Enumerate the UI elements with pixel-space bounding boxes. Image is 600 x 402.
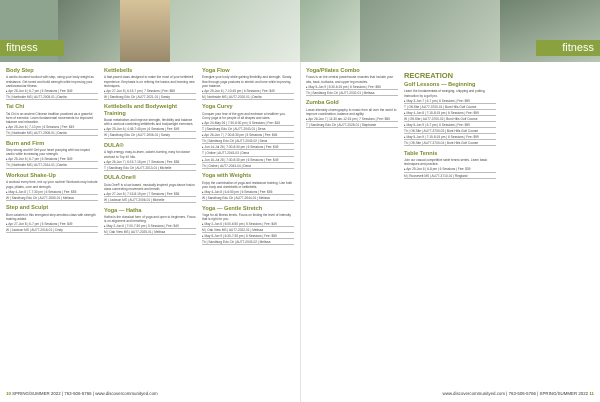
left-header xyxy=(0,0,300,62)
course-listing xyxy=(404,151,496,179)
session-line: M | Oak View MS | AU77-2022-01 | Melissa xyxy=(202,228,294,233)
course-listing xyxy=(104,175,196,203)
column-5 xyxy=(404,68,594,183)
session-line: T | Off-Site | AU77-3700-01 | Bunt Hills Golf Course xyxy=(404,105,496,110)
session-line: ▸ May 4-Jun 8 | 7:15-8:15 pm | 6 Sessions | Fee: $99 xyxy=(404,111,496,116)
right-page xyxy=(300,0,600,402)
right-header xyxy=(300,0,600,62)
course-description: Join our casual competitive table tennis series. Learn basic techniques and practice. xyxy=(404,158,488,167)
section-heading: RECREATION xyxy=(404,71,454,80)
session-line: Th | Sandburg Edu Ctr | AU77-2032-01 | Melissa xyxy=(306,91,398,96)
session-line: T | Sandburg Edu Ctr | AU77-2013-01 | Michelle xyxy=(104,166,196,171)
course-listing xyxy=(6,104,98,136)
session-line: Th | Off-Site | AU77-3700-03 | Bunt Hills Golf Course xyxy=(404,129,496,134)
session-line: ▸ May 5-Jun 9 | 5:30-6:15 pm | 6 Sessions | Fee: $55 xyxy=(306,85,398,90)
column-3 xyxy=(202,68,294,250)
course-listing xyxy=(306,100,398,128)
session-line: ▸ May 5-Jun 9 | 6:30-7:30 pm | 6 Sessions | Fee: $55 xyxy=(202,234,294,239)
session-line: ▸ Apr 27-Jun 8 | 6-7 pm | 5 Sessions | Fee: $49 xyxy=(6,222,98,227)
course-description: A workout every time, mix up your routine! Workouts may include yoga, pilates, core and strength. xyxy=(6,180,98,189)
session-line: ▸ Apr 25-Jun 6 | 6-7 pm | 6 Sessions | Fee: $49 xyxy=(6,157,98,162)
session-line: W | Off-Site | AU77-3700-02 | Bunt Hills Golf Course xyxy=(404,117,496,122)
session-line: Th | Off-Site | AU77-3700-04 | Bunt Hills Golf Course xyxy=(404,141,496,146)
header-photo xyxy=(170,0,300,62)
right-footer: www.discovercommunityed.com | 763-506-5766 | SPRING/SUMMER 2022 11 xyxy=(442,391,594,396)
course-title: Yoga Curvy xyxy=(202,104,233,111)
session-line: Th | Northside MS | AU77-2005-01 | Danita xyxy=(6,131,98,136)
course-title: Burn and Firm xyxy=(6,140,45,147)
header-photo xyxy=(58,0,120,62)
course-description: Tai Chi is an ancient Chinese tradition practiced as a graceful form of exercise. Learn fundamental movements for improved balance and relaxation. xyxy=(6,111,93,124)
course-listing xyxy=(202,104,294,168)
session-line: ▸ Jun 16-Jul 28 | 7:30-8:30 pm | 6 Sessions | Fee: $49 xyxy=(202,158,294,163)
session-line: ▸ May 5-Jun 9 | 6-7 pm | 6 Sessions | Fee: $99 xyxy=(404,123,496,128)
session-line: W | Jackson MS | AU77-2018-01 | Cindy xyxy=(6,228,98,233)
header-photo xyxy=(360,0,500,62)
header-photo xyxy=(300,0,360,62)
section-tag: fitness xyxy=(536,40,600,56)
column-2 xyxy=(104,68,196,240)
session-line: W | Sandburg Edu Ctr | AU77-2050-01 | Melissa xyxy=(6,196,98,201)
session-line: Th | Online | AU77-2043-04 | Dena xyxy=(202,164,294,169)
session-line: ▸ Apr 26-Jun 7 | 11:30 am-12:15 pm | 7 Sessions | Fee: $55 xyxy=(306,117,398,122)
course-title: Zumba Gold xyxy=(306,100,339,107)
session-line: ▸ Apr 27-Jun 8 | 6:15-7 pm | 7 Sessions | Fee: $55 xyxy=(104,89,196,94)
course-description: Hatha is the classical form of yoga and open to beginners. Focus is on alignment and breathing. xyxy=(104,215,196,224)
course-title: DULA.One® xyxy=(104,175,137,182)
course-description: Focus is on the central powerhouse muscles that include your abs, back, buttocks, and upper leg muscles. xyxy=(306,75,394,84)
session-line: M | Roosevelt MS | AU77-3710-01 | Ringland xyxy=(404,174,496,179)
course-title: Step and Sculpt xyxy=(6,205,49,212)
session-line: ▸ Apr 24-May 26 | 7:30-8:30 pm | 5 Sessions | Fee: $45 xyxy=(202,121,294,126)
course-description: Learn the fundamentals of swinging, chipping and putting. Instruction by a golf pro. xyxy=(404,89,486,98)
session-line: T | Sandburg Edu Ctr | AU77-2043-01 | Dena xyxy=(202,127,294,132)
session-line: ▸ May 3-Jun 7 | 6-7 pm | 6 Sessions | Fee: $99 xyxy=(404,99,496,104)
course-title: Body Step xyxy=(6,68,34,74)
session-line: W | Jackson MS | AU77-2006-01 | Michelle xyxy=(104,198,196,203)
course-title: Yoga — Hatha xyxy=(104,207,142,214)
course-title: Kettlebells xyxy=(104,68,133,74)
phone-number: 763-506-5766 xyxy=(64,391,92,396)
course-title: Tai Chi xyxy=(6,104,25,111)
column-4 xyxy=(306,68,398,133)
session-line: ▸ Apr 25-Jun 6 | 7-10 pm | 6 Sessions | Fee: $49 xyxy=(6,125,98,130)
section-tag: fitness xyxy=(0,40,64,56)
page-number: 10 xyxy=(6,391,11,396)
course-description: Lower-intensity choreography to music from all over the world to improve coordination, balance and agility. xyxy=(306,107,397,116)
course-description: Energize your body while gaining flexibility and strength. Slowly flow through yoga postures to stretch and tone while improving your balance. xyxy=(202,75,292,88)
course-description: Conquer your fear of the gym and embrace a healthier you. Curvy yoga is for people of all shapes and sizes. xyxy=(202,111,286,120)
course-listing xyxy=(104,143,196,171)
issue-label: SPRING/SUMMER 2022 xyxy=(12,391,61,396)
phone-number: 763-506-5766 xyxy=(508,391,536,396)
page-number: 11 xyxy=(589,391,594,396)
course-description: Burn calories in this energized step aerobics class with strength training added. xyxy=(6,212,96,221)
session-line: W | Sandburg Edu Ctr | AU77-2006-01 | Sandy xyxy=(104,133,196,138)
course-description: Yoga for all fitness levels. Focus on finding the level of intensity that is right for you. xyxy=(202,212,292,221)
session-line: ▸ Apr 25-Jun 6 | 7-10:45 pm | 6 Sessions | Fee: $49 xyxy=(202,89,294,94)
column-1 xyxy=(6,68,98,238)
website-link[interactable]: www.discovercommunityed.com xyxy=(95,391,158,396)
course-description: Boost metabolism and improve strength, flexibility and balance with a workout combining kettlebells and bodyweight exercises. xyxy=(104,118,194,127)
session-line: Th | Northside MS | AU77-2014-01 | Danita xyxy=(6,163,98,168)
course-listing xyxy=(104,208,196,236)
session-line: W | Sandburg Edu Ctr | AU77-2044-01 | Melissa xyxy=(202,196,294,201)
session-line: ▸ May 2-Jun 6 | 6:00-6:50 pm | 5 Sessions | Fee: $49 xyxy=(202,222,294,227)
session-line: ▸ Apr 25-Jun 6 | 6-8 pm | 6 Sessions | Fee: $39 xyxy=(404,167,496,172)
course-description: A cardio-focused workout with step, using your body weight as resistance. Get toned and build strength while improving your cardiovascular fitness. xyxy=(6,75,94,88)
course-listing xyxy=(6,141,98,169)
course-title: Yoga — Gentle Stretch xyxy=(202,205,263,212)
session-line: ▸ Apr 26-Jun 7 | 6:15-7:15 pm | 7 Sessions | Fee: $55 xyxy=(104,160,196,165)
course-title: Workout Shake-Up xyxy=(6,173,56,180)
course-listing xyxy=(306,68,398,96)
session-line: T | Sandburg Edu Ctr | AU77-2028-01 | Stephanie xyxy=(306,123,398,128)
course-title: Table Tennis xyxy=(404,150,438,157)
session-line: ▸ May 2-Jun 6 | 7:00-7:30 pm | 5 Sessions | Fee: $49 xyxy=(104,224,196,229)
course-listing xyxy=(104,68,196,100)
session-line: ▸ Apr 25-Jun 6 | 4:45-7:45 pm | 6 Sessions | Fee: $49 xyxy=(104,127,196,132)
header-photo xyxy=(120,0,170,62)
course-listing xyxy=(202,173,294,201)
session-line: ▸ May 4-Jun 8 | 6-6:50 pm | 6 Sessions | Fee: $55 xyxy=(202,190,294,195)
course-title: Yoga Flow xyxy=(202,68,230,74)
issue-label: SPRING/SUMMER 2022 xyxy=(539,391,589,396)
session-line: ▸ May 5-Jun 9 | 7:15-8:15 pm | 6 Sessions | Fee: $99 xyxy=(404,135,496,140)
course-title: Golf Lessons — Beginning xyxy=(404,82,476,88)
course-listing xyxy=(104,104,196,138)
course-listing xyxy=(202,206,294,246)
session-line: M | Oak View MS | AU77-2025-01 | Melissa xyxy=(104,230,196,235)
session-line: ▸ Apr 26-Jun 7 | 7:30-8:30 pm | 5 Sessions | Fee: $45 xyxy=(202,133,294,138)
course-title: Kettlebells and Bodyweight Training xyxy=(104,104,178,117)
course-title: Yoga with Weights xyxy=(202,173,252,180)
session-line: Th | Sandburg Edu Ctr | AU77-2043-02 | Dena xyxy=(202,139,294,144)
session-line: ▸ Apr 27-Jun 8 | 7:15-8:15 pm | 7 Sessions | Fee: $55 xyxy=(104,192,196,197)
course-listing xyxy=(6,205,98,233)
session-line: W | Sandburg Edu Ctr | AU77-2021-01 | Sandy xyxy=(104,95,196,100)
course-title: Yoga/Pilates Combo xyxy=(306,68,360,74)
left-footer: 10 SPRING/SUMMER 2022 | 763-506-5766 | www.discovercommunityed.com xyxy=(6,391,158,396)
course-description: A fast-paced class designed to make the most of your kettlebell experience. Emphasis is on refining the basics and learning new techniques. xyxy=(104,75,195,88)
course-description: A high-energy, easy-to-learn, calorie-burning, easy fun dance workout to Top 40 hits. xyxy=(104,150,191,159)
course-listing xyxy=(404,82,496,146)
course-description: Dula.One® is a low-based, musically inspired yoga dance fusion class connecting movement and breath. xyxy=(104,182,195,191)
course-listing xyxy=(202,68,294,100)
session-line: ▸ Apr 25-Jun 6 | 6-7 pm | 6 Sessions | Fee: $49 xyxy=(6,89,98,94)
course-title: DULA® xyxy=(104,143,124,150)
session-line: Th | Sandburg Edu Ctr | AU77-2043-02 | Melissa xyxy=(202,240,294,245)
session-line: T | Online | AU77-2043-03 | Dena xyxy=(202,151,294,156)
session-line: M | Northside MS | AU77-2020-01 | Danita xyxy=(202,95,294,100)
course-description: Step strong and fit! Get your heart pumping with low-impact cardio while increasing your strength. xyxy=(6,148,90,157)
website-link[interactable]: www.discovercommunityed.com xyxy=(442,391,506,396)
course-description: Enjoy the combination of yoga and resistance training. Use both your body and dumbbells or kettlebells. xyxy=(202,180,293,189)
session-line: Th | Northside MS | AU77-2005-01 | Danita xyxy=(6,95,98,100)
session-line: ▸ May 4-Jun 8 | 7-7:30 pm | 6 Sessions | Fee: $55 xyxy=(6,190,98,195)
course-listing xyxy=(6,173,98,201)
course-listing xyxy=(6,68,98,100)
session-line: ▸ Jun 14-Jul 26 | 7:30-8:30 pm | 6 Sessions | Fee: $49 xyxy=(202,145,294,150)
